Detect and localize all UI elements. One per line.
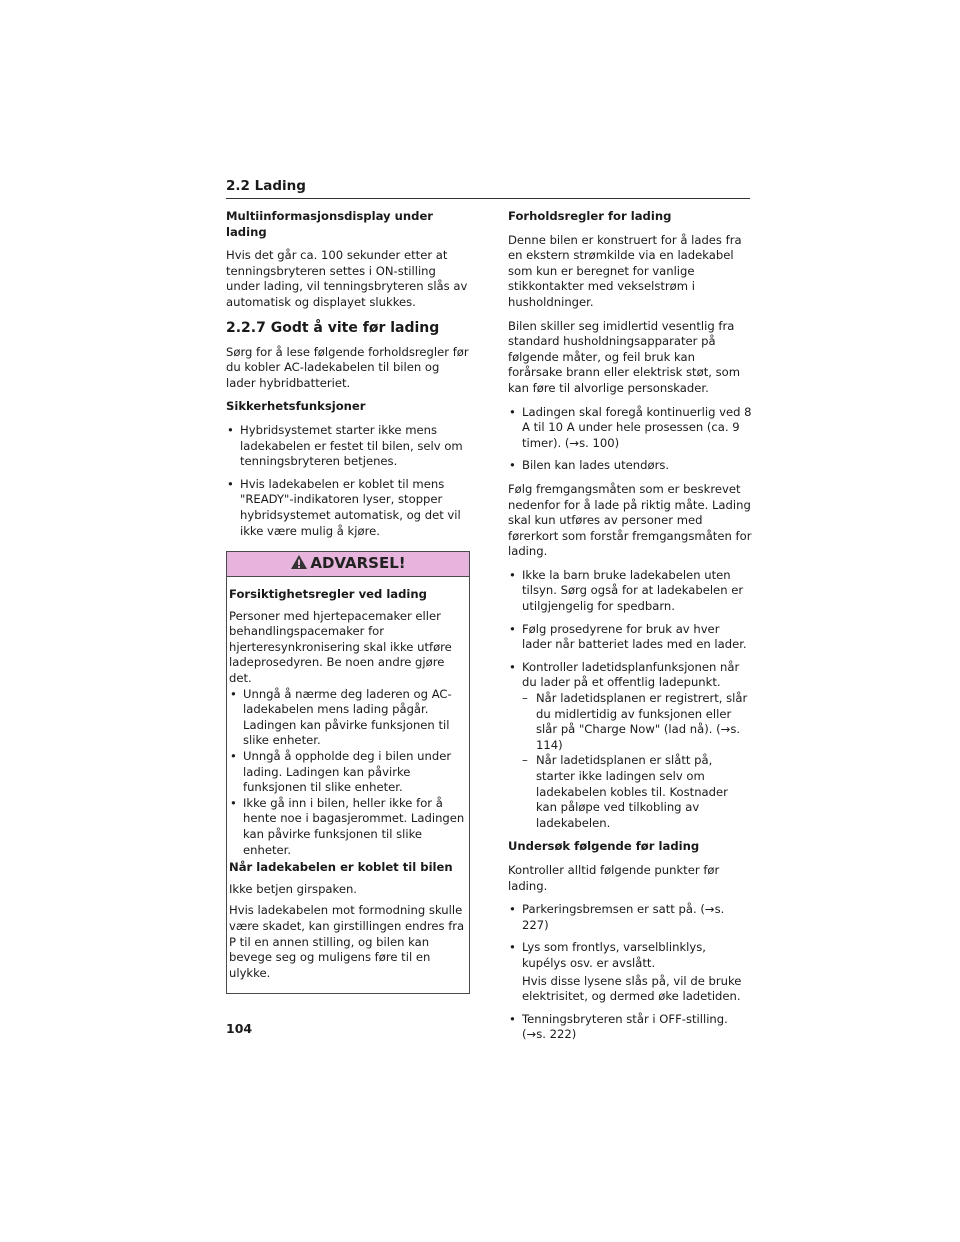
page-number: 104 — [226, 1021, 253, 1036]
heading-cable-connected: Når ladekabelen er koblet til bilen — [229, 860, 453, 875]
dash-list — [522, 691, 752, 831]
list-item: • Følg prosedyrene for bruk av hver lader når batteriet lades med en lader. — [508, 622, 752, 653]
bullet-list-procedure — [508, 568, 752, 832]
warning-body — [227, 577, 469, 993]
heading-check-before-charging: Undersøk følgende før lading — [508, 839, 700, 854]
heading-safety-functions: Sikkerhetsfunksjoner — [226, 399, 366, 414]
paragraph-procedure: Følg fremgangsmåten som er beskrevet nedenfor for å lade på riktig måte. Lading skal kun utføres av personer med førerkort som forstår fremgangsmåten for lading. — [508, 481, 752, 559]
list-item: • Tenningsbryteren står i OFF-stilling. (→s. 222) — [508, 1012, 752, 1043]
list-item: • Ikke la barn bruke ladekabelen uten tilsyn. Sørg også for at ladekabelen er utilgjengelig for spedbarn. — [508, 568, 752, 615]
dash-item: – Når ladetidsplanen er registrert, slår du midlertidig av funksjonen eller slår på "Charge Now" (lad nå). (→s. 114) — [522, 691, 752, 753]
bullet-list-checks — [508, 902, 752, 1043]
paragraph-display-timeout: Hvis det går ca. 100 sekunder etter at tenningsbryteren settes i ON-stilling under lading, vil tenningsbryteren slås av automatisk og displayet slukkes. — [226, 248, 468, 309]
paragraph-design: Denne bilen er konstruert for å lades fra en ekstern strømkilde via en ladekabel som kun er beregnet for vanlige stikkontakter med vekselstrøm i husholdninger. — [508, 232, 742, 309]
list-item: • Bilen kan lades utendørs. — [508, 458, 752, 474]
list-item — [508, 940, 752, 1004]
heading-charging-precautions: Forsiktighetsregler ved lading — [229, 587, 427, 602]
list-item: • Hvis ladekabelen er koblet til mens "READY"-indikatoren lyser, stopper hybridsystemet automatisk, og det vil ikke være mulig å kjøre. — [226, 477, 470, 539]
list-item: • Parkeringsbremsen er satt på. (→s. 227) — [508, 902, 752, 933]
section-header: 2.2 Lading — [226, 178, 750, 199]
heading-multiinfo-display: Multiinformasjonsdisplay under lading — [226, 209, 434, 239]
list-item: • Ladingen skal foregå kontinuerlig ved 8 A til 10 A under hele prosessen (ca. 9 timer). (→s. 100) — [508, 405, 752, 452]
list-item — [508, 660, 752, 832]
paragraph-intro: Sørg for å lese følgende forholdsregler før du kobler AC-ladekabelen til bilen og lader hybridbatteriet. — [226, 344, 469, 390]
paragraph-pacemaker: Personer med hjertepacemaker eller behandlingspacemaker for hjerteresynkronisering skal ikke utføre ladeprosedyren. Be noen andre gjøre det. — [229, 608, 452, 686]
warning-box — [226, 551, 470, 994]
right-column — [508, 209, 752, 1051]
warning-bullet-list — [229, 687, 467, 859]
list-item-note: Hvis disse lysene slås på, vil de bruke elektrisitet, og dermed øke ladetiden. — [522, 973, 742, 1004]
paragraph-shift-lever: Ikke betjen girspaken. — [229, 881, 357, 896]
paragraph-check-always: Kontroller alltid følgende punkter før lading. — [508, 862, 720, 893]
list-item-text: Kontroller ladetidsplanfunksjonen når du lader på et offentlig ladepunkt. — [522, 659, 740, 690]
paragraph-differences: Bilen skiller seg imidlertid vesentlig fra standard husholdningsapparater på følgende måter, og feil bruk kan forårsake brann eller elektrisk støt, som kan føre til alvorlige personskader. — [508, 318, 741, 395]
dash-item: – Når ladetidsplanen er slått på, starter ikke ladingen selv om ladekabelen kobles til. Kostnader kan påløpe ved tilkobling av ladekabelen. — [522, 753, 752, 831]
left-column — [226, 209, 470, 994]
warning-title: ADVARSEL! — [310, 554, 406, 573]
safety-bullet-list — [226, 423, 470, 539]
section-title-2-2-7: 2.2.7 Godt å vite før lading — [226, 319, 440, 336]
bullet-list-continuous — [508, 405, 752, 474]
list-item-text: Lys som frontlys, varselblinklys, kupélys osv. er avslått. — [522, 940, 706, 970]
warning-title-bar — [227, 552, 469, 577]
list-item: • Ikke gå inn i bilen, heller ikke for å hente noe i bagasjerommet. Ladingen kan påvirke funksjonen til slike enheter. — [229, 796, 467, 858]
list-item: • Unngå å oppholde deg i bilen under lading. Ladingen kan påvirke funksjonen til slike enheter. — [229, 749, 467, 796]
warning-triangle-icon — [290, 554, 308, 575]
heading-charging-precautions-right: Forholdsregler for lading — [508, 209, 672, 223]
paragraph-cable-damaged: Hvis ladekabelen mot formodning skulle være skadet, kan girstillingen endres fra P til en annen stilling, og bilen kan bevege seg og muligens føre til en ulykke. — [229, 903, 465, 980]
list-item: • Unngå å nærme deg laderen og AC-ladekabelen mens lading pågår. Ladingen kan påvirke funksjonen til slike enheter. — [229, 687, 467, 749]
list-item: • Hybridsystemet starter ikke mens ladekabelen er festet til bilen, selv om tenningsbryteren betjenes. — [226, 423, 470, 470]
